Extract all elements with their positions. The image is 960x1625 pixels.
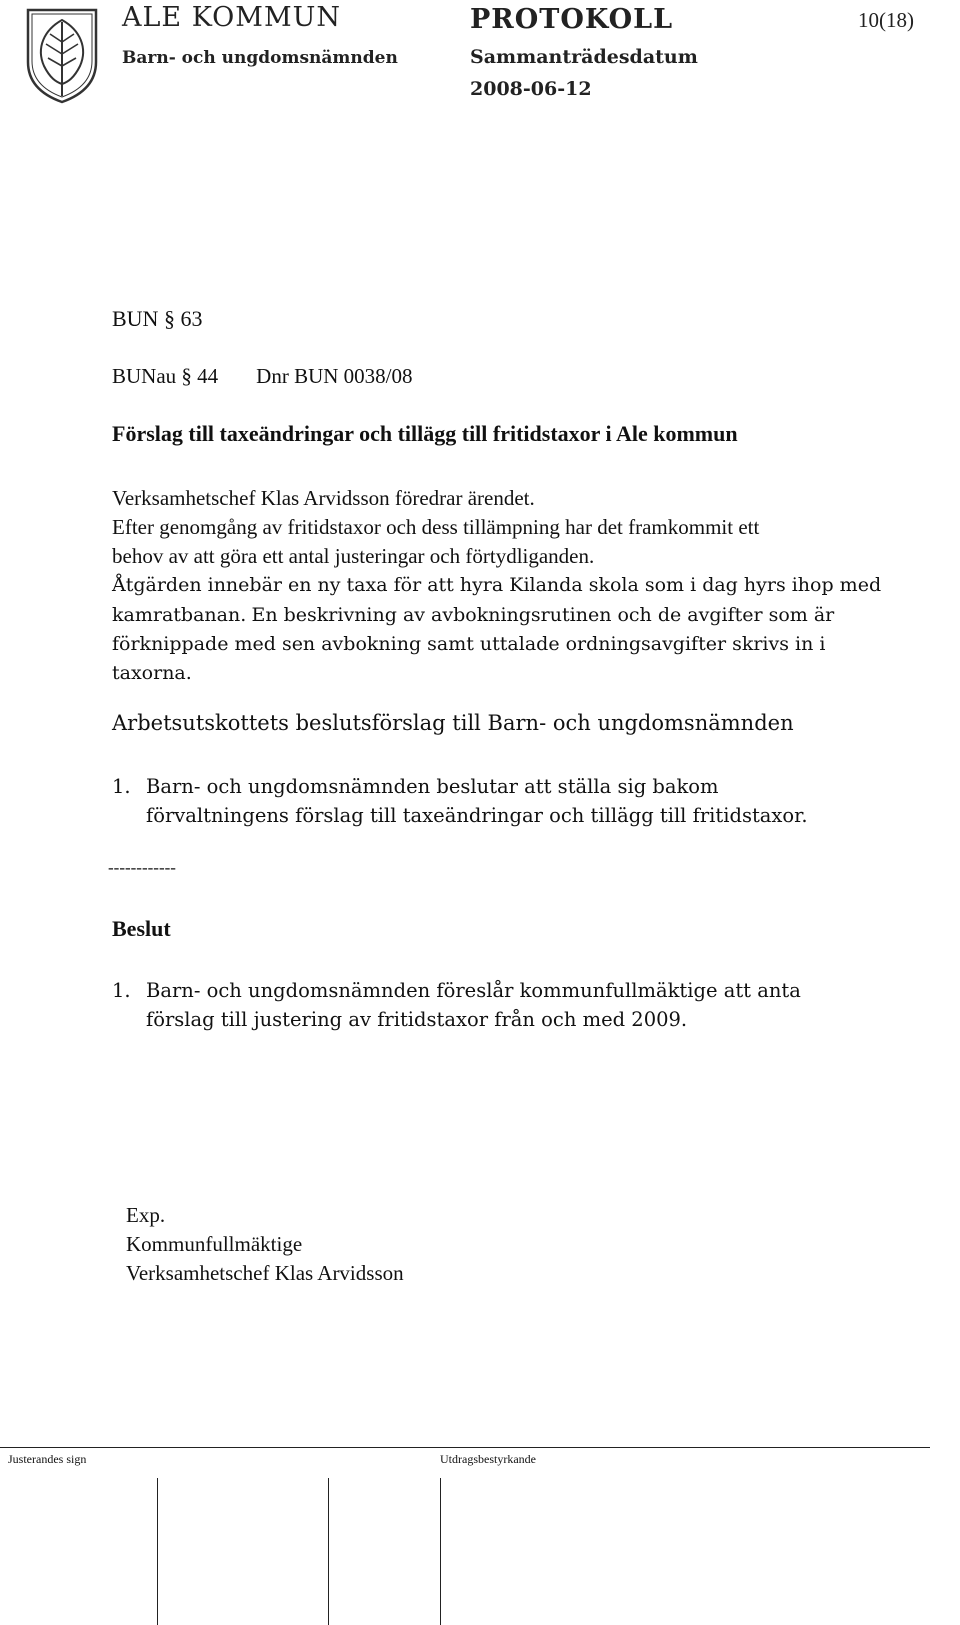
organization-name: ALE KOMMUN [122, 2, 341, 33]
signature-box-divider [157, 1478, 158, 1625]
paragraph-line: Efter genomgång av fritidstaxor och dess tillämpning har det framkommit ett [112, 515, 760, 539]
proposal-heading: Arbetsutskottets beslutsförslag till Barn- och ungdomsnämnden [112, 711, 794, 735]
list-line: förvaltningens förslag till taxeändringar och tillägg till fritidstaxor. [146, 804, 808, 827]
list-text [146, 772, 808, 830]
paragraph-line: taxorna. [112, 662, 192, 684]
separator: ------------ [108, 858, 176, 877]
organization-unit: Barn- och ungdomsnämnden [122, 48, 398, 68]
case-title: Förslag till taxeändringar och tillägg till fritidstaxor i Ale kommun [112, 421, 738, 446]
paragraph-line: Åtgärden innebär en ny taxa för att hyra Kilanda skola som i dag hyrs ihop med [112, 574, 882, 596]
list-text [146, 976, 801, 1034]
signature-box-divider [328, 1478, 329, 1625]
page-number: 10(18) [858, 8, 914, 32]
reference-row [112, 364, 413, 389]
paragraph-segment: kamratbanan. [112, 604, 247, 626]
footer-divider [0, 1447, 930, 1448]
list-line: förslag till justering av fritidstaxor från och med 2009. [146, 1008, 688, 1031]
paragraph-line: behov av att göra ett antal justeringar och förtydliganden. [112, 544, 595, 568]
list-line: Barn- och ungdomsnämnden föreslår kommunfullmäktige att anta [146, 979, 801, 1002]
list-line: Barn- och ungdomsnämnden beslutar att ställa sig bakom [146, 775, 719, 798]
municipality-logo [22, 4, 102, 104]
paragraph-line: Verksamhetschef Klas Arvidsson föredrar ärendet. [112, 486, 535, 510]
signature-box-divider [440, 1478, 441, 1625]
distribution-line: Verksamhetschef Klas Arvidsson [126, 1261, 404, 1285]
section-id: BUN § 63 [112, 306, 203, 331]
document-type: PROTOKOLL [470, 4, 674, 35]
paragraph-line: förknippade med sen avbokning samt uttalade ordningsavgifter skrivs in i [112, 633, 826, 655]
signature-label: Justerandes sign [8, 1452, 87, 1466]
diary-number: Dnr BUN 0038/08 [256, 364, 413, 388]
distribution-list [126, 1201, 404, 1288]
distribution-line: Exp. [126, 1203, 166, 1227]
decision-heading: Beslut [112, 916, 171, 941]
meeting-date-value: 2008-06-12 [470, 78, 592, 100]
certification-label: Utdragsbestyrkande [440, 1452, 536, 1466]
paragraph-line-combined [112, 600, 902, 630]
paragraph-segment: En beskrivning av avbokningsrutinen och de avgifter som är [251, 604, 835, 626]
list-number: 1. [112, 979, 131, 1002]
list-number: 1. [112, 775, 131, 798]
case-description [112, 484, 902, 688]
leaf-emblem-icon [22, 4, 102, 104]
meeting-date-label: Sammanträdesdatum [470, 46, 698, 68]
distribution-line: Kommunfullmäktige [126, 1232, 303, 1256]
au-reference: BUNau § 44 [112, 364, 219, 388]
